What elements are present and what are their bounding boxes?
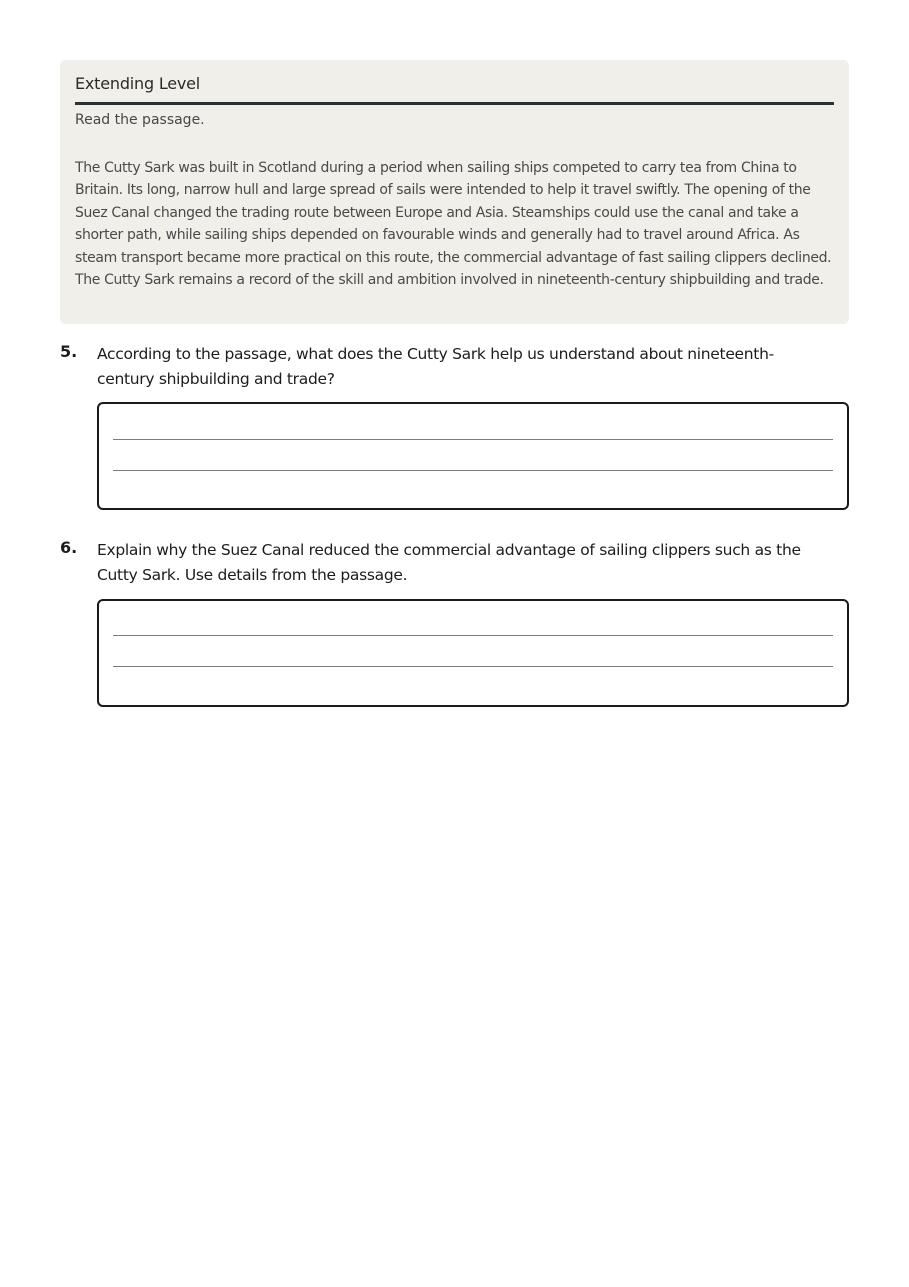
title-divider bbox=[75, 102, 834, 105]
answer-line bbox=[113, 439, 833, 440]
passage-panel bbox=[60, 60, 849, 324]
answer-box[interactable] bbox=[97, 402, 849, 510]
passage-text: The Cutty Sark was built in Scotland during a period when sailing ships competed to carry tea from China to Britain. Its long, narrow hull and large spread of sails were intended to help it travel swiftly. The opening of the Suez Canal changed the trading route between Europe and Asia. Steamships could use the canal and take a shorter path, while sailing ships depended on favourable winds and generally had to travel around Africa. As steam transport became more practical on this route, the commercial advantage of fast sailing clippers declined. The Cutty Sark remains a record of the skill and ambition involved in nineteenth-century shipbuilding and trade. bbox=[75, 160, 832, 289]
level-title: Extending Level bbox=[75, 74, 201, 93]
question-number: 6. bbox=[60, 538, 78, 557]
question-text: According to the passage, what does the Cutty Sark help us understand about nineteenth-century shipbuilding and trade? bbox=[97, 345, 774, 388]
answer-line bbox=[113, 635, 833, 636]
answer-box[interactable] bbox=[97, 599, 849, 707]
question-text: Explain why the Suez Canal reduced the commercial advantage of sailing clippers such as the Cutty Sark. Use details from the passage. bbox=[97, 541, 801, 584]
answer-line bbox=[113, 470, 833, 471]
answer-line bbox=[113, 666, 833, 667]
passage-instruction: Read the passage. bbox=[75, 112, 205, 128]
question-number: 5. bbox=[60, 342, 78, 361]
